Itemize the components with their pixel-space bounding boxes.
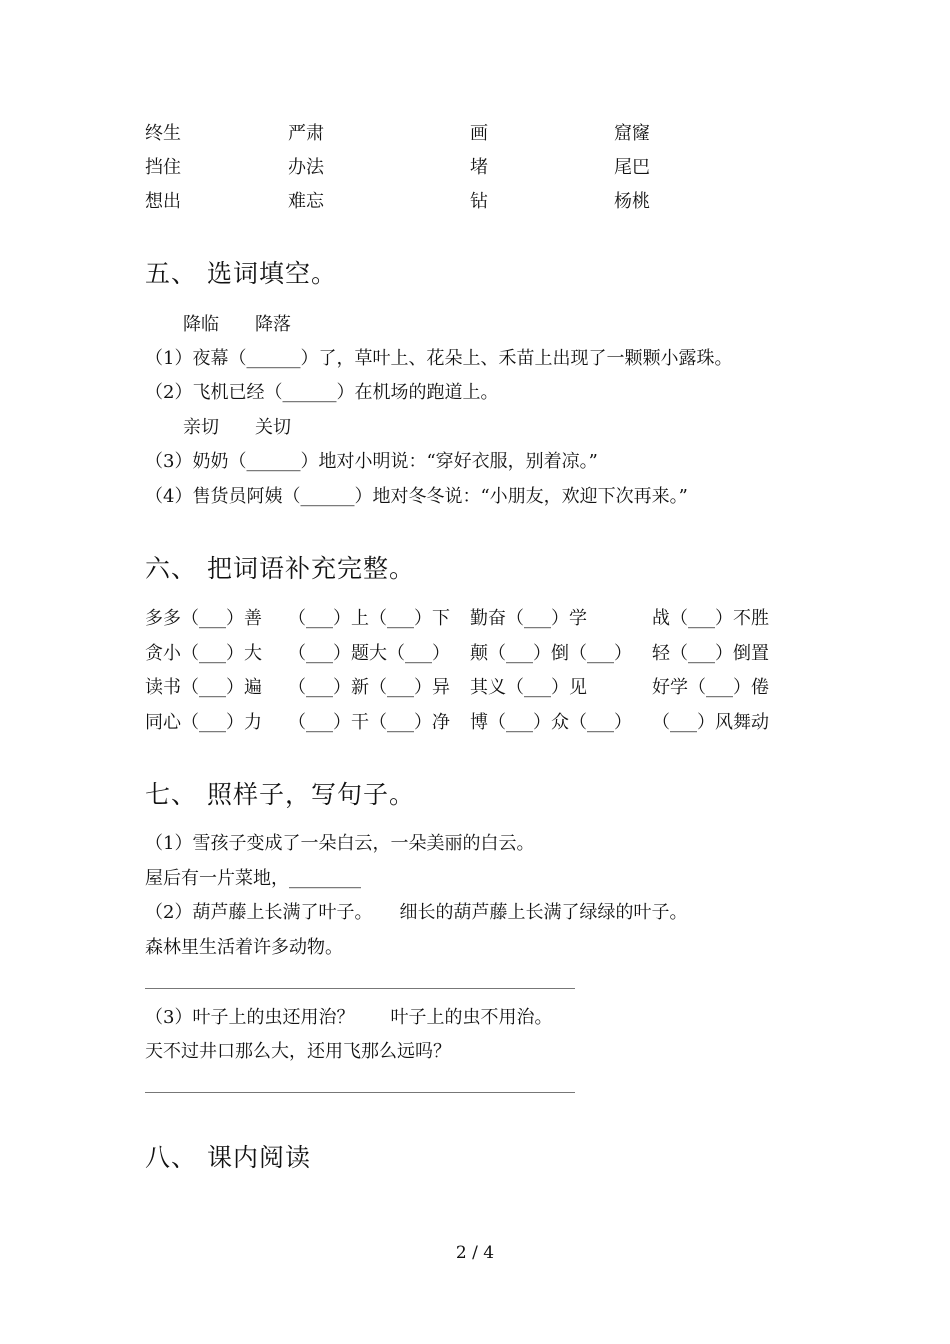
- word-choice-pair: 降临 降落: [183, 314, 291, 335]
- idiom-item: 同心（___）力: [145, 712, 262, 733]
- word-cell: 钻: [470, 191, 488, 212]
- word-cell: 尾巴: [614, 157, 650, 178]
- idiom-item: （___）题大（___）: [288, 643, 450, 664]
- word-cell: 杨桃: [614, 191, 650, 212]
- idiom-item: 其义（___）见: [470, 677, 587, 698]
- idiom-item: 博（___）众（___）: [470, 712, 632, 733]
- word-cell: 挡住: [145, 157, 181, 178]
- word-cell: 办法: [288, 157, 324, 178]
- word-cell: 难忘: [288, 191, 324, 212]
- example-sentence: （2）葫芦藤上长满了叶子。 细长的葫芦藤上长满了绿绿的叶子。: [145, 902, 688, 923]
- word-cell: 画: [470, 123, 488, 144]
- question-line: （3）奶奶（______）地对小明说：“穿好衣服，别着凉。”: [145, 451, 598, 472]
- answer-line[interactable]: [145, 1092, 575, 1093]
- word-choice-pair: 亲切 关切: [183, 417, 291, 438]
- section-heading: [145, 779, 415, 811]
- question-line: （1）夜幕（______）了，草叶上、花朵上、禾苗上出现了一颗颗小露珠。: [145, 348, 733, 369]
- idiom-item: 好学（___）倦: [652, 677, 769, 698]
- idiom-item: （___）风舞动: [652, 712, 769, 733]
- example-sentence: （1）雪孩子变成了一朵白云，一朵美丽的白云。: [145, 833, 535, 854]
- idiom-item: 读书（___）遍: [145, 677, 262, 698]
- section-heading: [145, 258, 337, 290]
- exercise-prompt: 屋后有一片菜地，________: [145, 868, 361, 889]
- idiom-item: （___）上（___）下: [288, 608, 450, 629]
- section-number: 七、: [145, 780, 198, 809]
- example-sentence: （3）叶子上的虫还用治？ 叶子上的虫不用治。: [145, 1007, 553, 1028]
- idiom-item: 贪小（___）大: [145, 643, 262, 664]
- word-cell: 终生: [145, 123, 181, 144]
- section-number: 五、: [145, 259, 198, 288]
- idiom-item: 颠（___）倒（___）: [470, 643, 632, 664]
- idiom-item: 勤奋（___）学: [470, 608, 587, 629]
- idiom-item: 多多（___）善: [145, 608, 262, 629]
- section-heading: [145, 1142, 311, 1174]
- answer-line[interactable]: [145, 988, 575, 989]
- word-cell: 堵: [470, 157, 488, 178]
- section-number: 六、: [145, 554, 198, 583]
- word-cell: 严肃: [288, 123, 324, 144]
- page-number: 2 / 4: [455, 1243, 495, 1263]
- idiom-item: 轻（___）倒置: [652, 643, 769, 664]
- idiom-item: （___）新（___）异: [288, 677, 450, 698]
- word-cell: 想出: [145, 191, 181, 212]
- section-number: 八、: [145, 1143, 198, 1172]
- section-title: 照样子，写句子。: [207, 780, 416, 809]
- section-title: 选词填空。: [207, 259, 338, 288]
- section-title: 把词语补充完整。: [207, 554, 416, 583]
- exercise-prompt: 森林里生活着许多动物。: [145, 937, 343, 958]
- idiom-item: （___）干（___）净: [288, 712, 450, 733]
- question-line: （4）售货员阿姨（______）地对冬冬说：“小朋友，欢迎下次再来。”: [145, 486, 688, 507]
- section-title: 课内阅读: [207, 1143, 312, 1172]
- exercise-prompt: 天不过井口那么大，还用飞那么远吗？: [145, 1041, 451, 1062]
- idiom-item: 战（___）不胜: [652, 608, 769, 629]
- section-heading: [145, 553, 415, 585]
- question-line: （2）飞机已经（______）在机场的跑道上。: [145, 382, 499, 403]
- word-cell: 窟窿: [614, 123, 650, 144]
